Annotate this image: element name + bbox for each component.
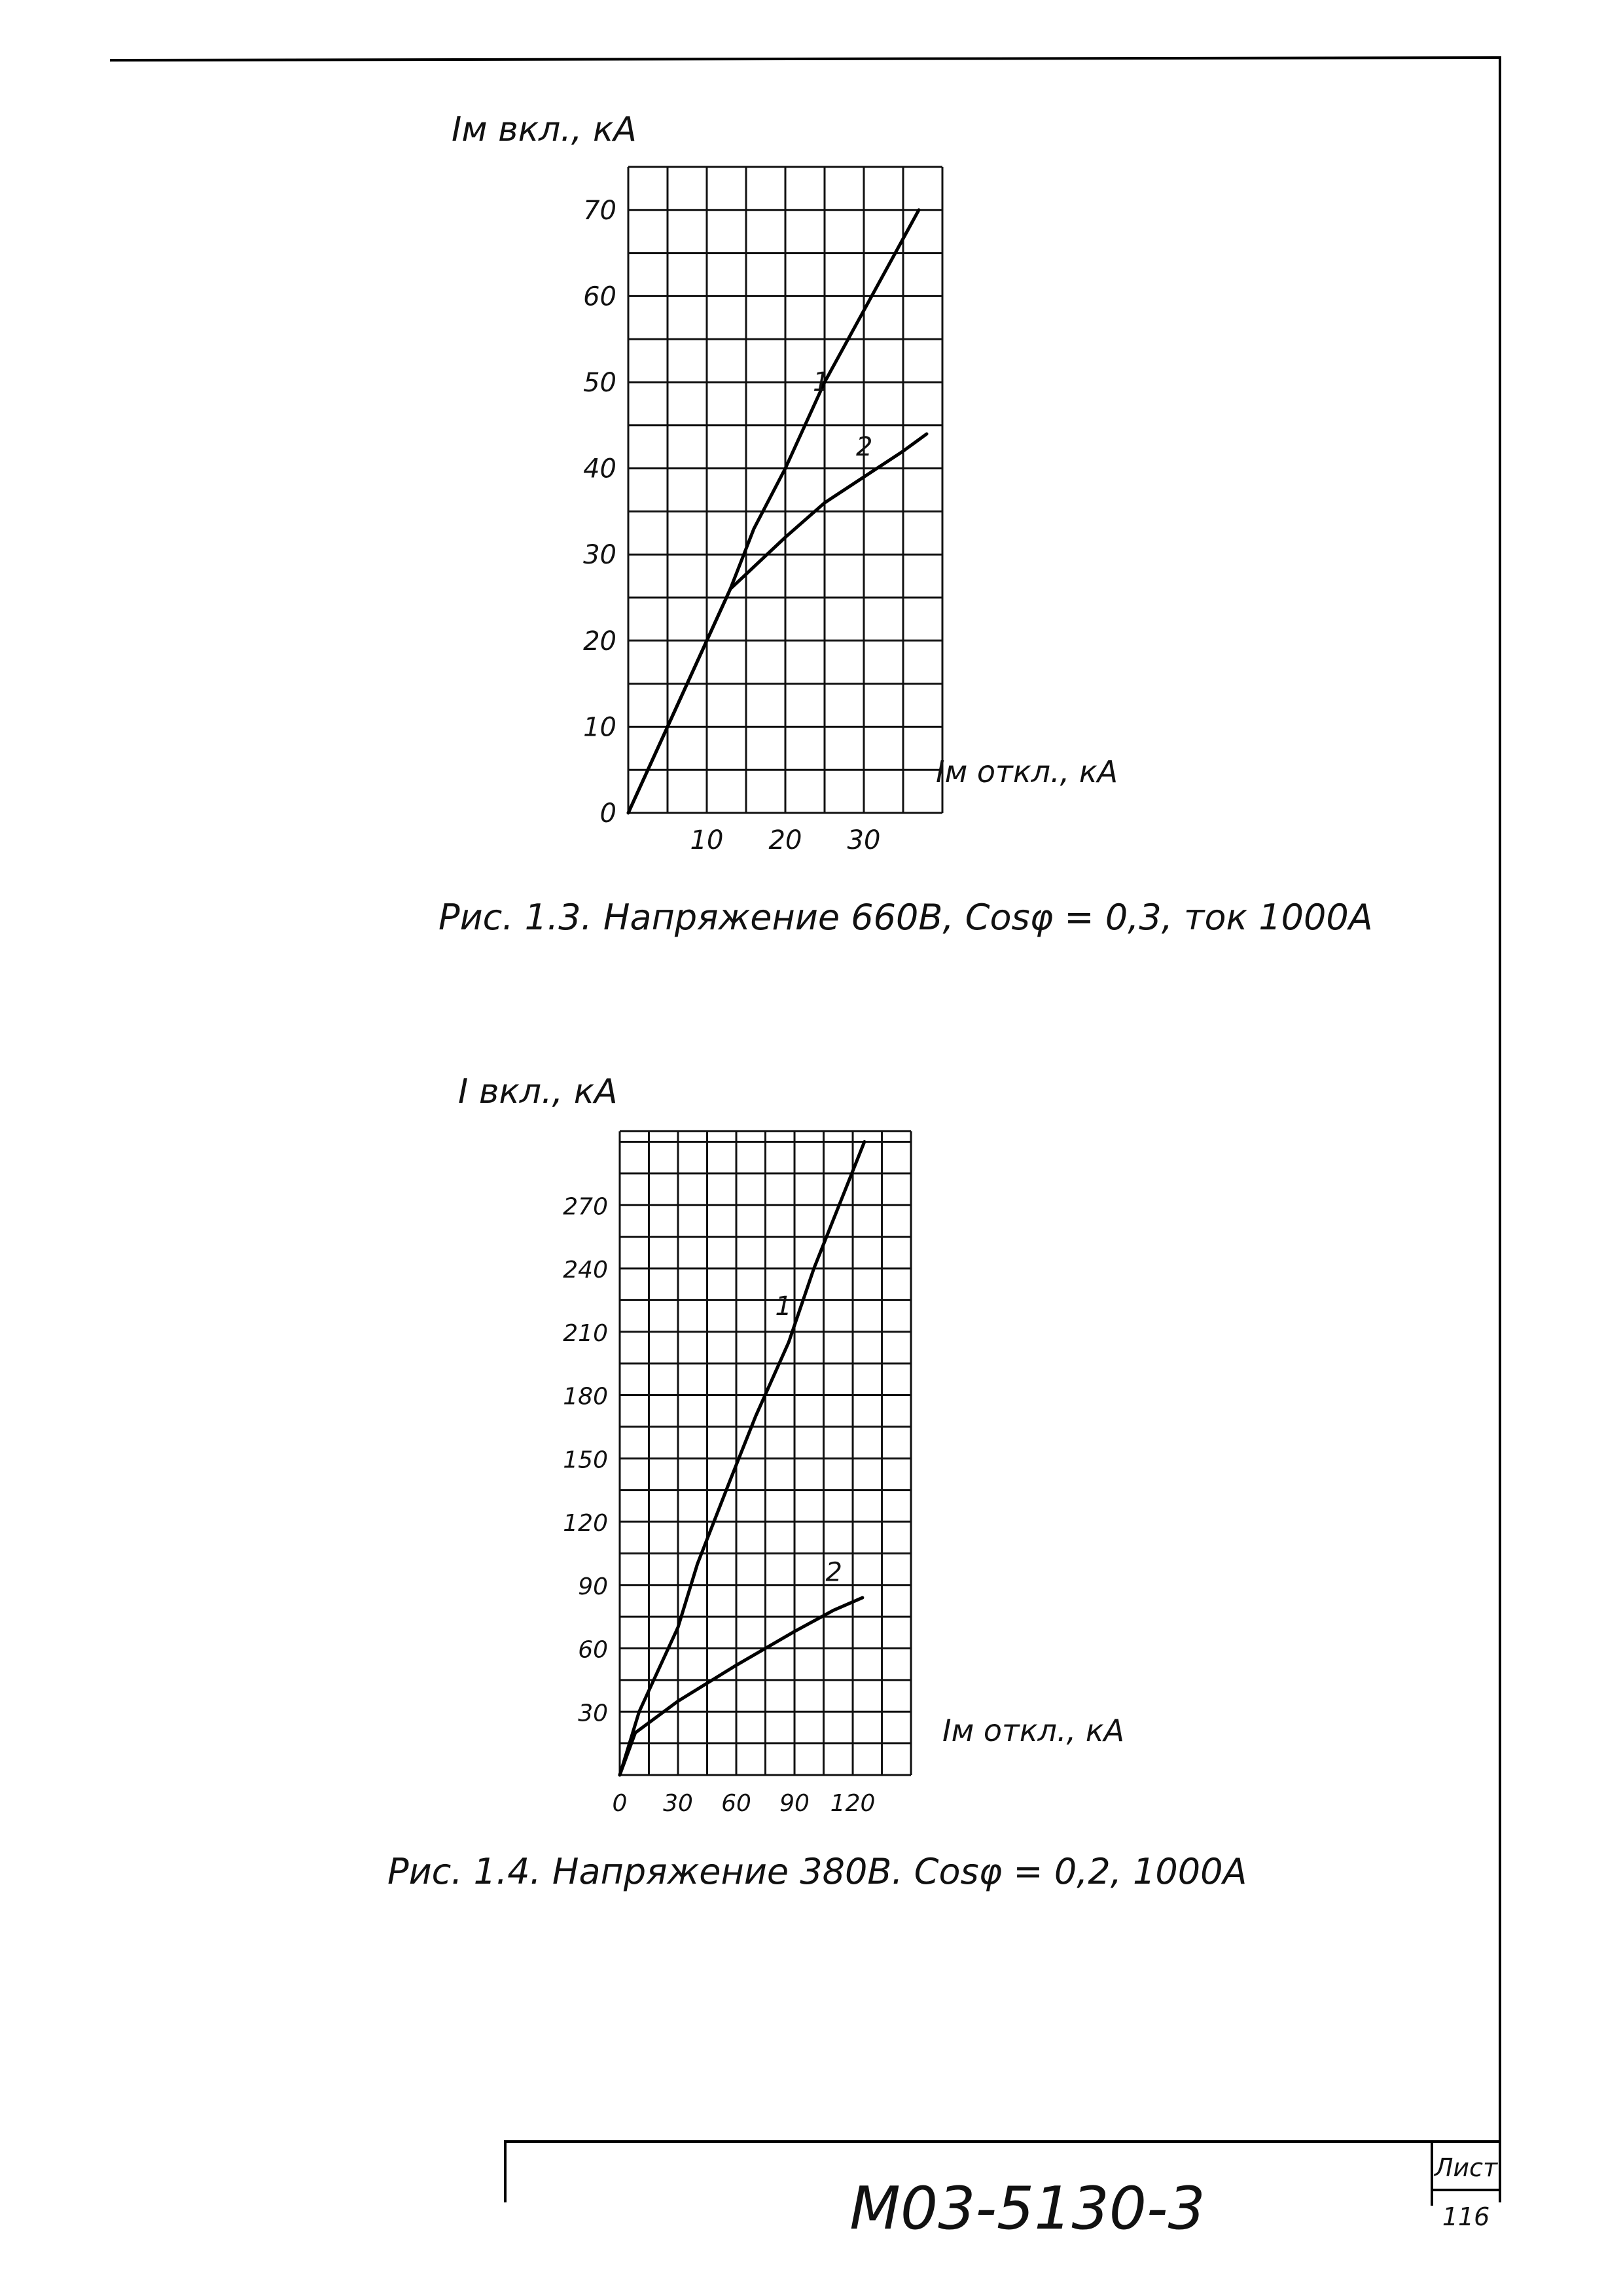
x-tick-label: 60 <box>721 1790 751 1817</box>
x-axis-label: Iм откл., кА <box>936 754 1118 789</box>
y-tick-label: 30 <box>583 540 616 571</box>
y-tick-label: 150 <box>563 1446 608 1474</box>
y-tick-label: 120 <box>563 1510 608 1537</box>
y-tick-label: 60 <box>578 1636 608 1664</box>
curve-2 <box>620 1598 863 1775</box>
y-tick-label: 210 <box>563 1319 608 1347</box>
chart-1 <box>438 110 1373 938</box>
y-tick-label: 0 <box>599 798 616 829</box>
sheet-label: Лист <box>1434 2153 1498 2182</box>
curve-label-1: 1 <box>813 367 830 398</box>
y-axis-label: Iм вкл., кА <box>452 110 637 149</box>
y-axis-label: I вкл., кА <box>458 1072 618 1111</box>
y-tick-label: 270 <box>563 1193 608 1221</box>
x-tick-label: 30 <box>847 825 881 855</box>
y-tick-label: 60 <box>583 281 616 312</box>
charts <box>387 110 1373 1892</box>
document-code: М03-5130-3 <box>849 2174 1205 2243</box>
x-tick-label: 120 <box>830 1790 876 1817</box>
sheet-number: 116 <box>1442 2202 1490 2231</box>
x-tick-label: 30 <box>663 1790 693 1817</box>
title-block <box>505 2142 1500 2243</box>
curve-label-1: 1 <box>775 1291 792 1321</box>
y-tick-label: 30 <box>578 1700 608 1727</box>
y-tick-label: 10 <box>583 712 616 743</box>
y-tick-label: 70 <box>583 195 616 226</box>
x-tick-label: 10 <box>690 825 724 855</box>
x-tick-label: 20 <box>768 825 802 855</box>
y-tick-label: 180 <box>563 1383 608 1410</box>
grid <box>628 167 942 813</box>
y-tick-label: 90 <box>578 1573 608 1600</box>
x-tick-label: 0 <box>612 1790 628 1817</box>
curve-label-2: 2 <box>825 1557 842 1588</box>
chart-2 <box>387 1072 1247 1892</box>
figure-caption: Рис. 1.4. Напряжение 380В. Cosφ = 0,2, 1000А <box>387 1851 1247 1892</box>
x-tick-label: 90 <box>779 1790 810 1817</box>
y-tick-label: 240 <box>563 1257 608 1283</box>
figure-caption: Рис. 1.3. Напряжение 660В, Cosφ = 0,3, ток 1000А <box>438 897 1373 938</box>
curve-2 <box>628 431 927 813</box>
grid <box>620 1131 911 1775</box>
curve-label-2: 2 <box>856 431 873 462</box>
x-axis-label: Iм откл., кА <box>942 1713 1125 1748</box>
y-tick-label: 50 <box>583 368 616 398</box>
y-tick-label: 20 <box>583 626 616 656</box>
y-tick-label: 40 <box>583 454 616 484</box>
